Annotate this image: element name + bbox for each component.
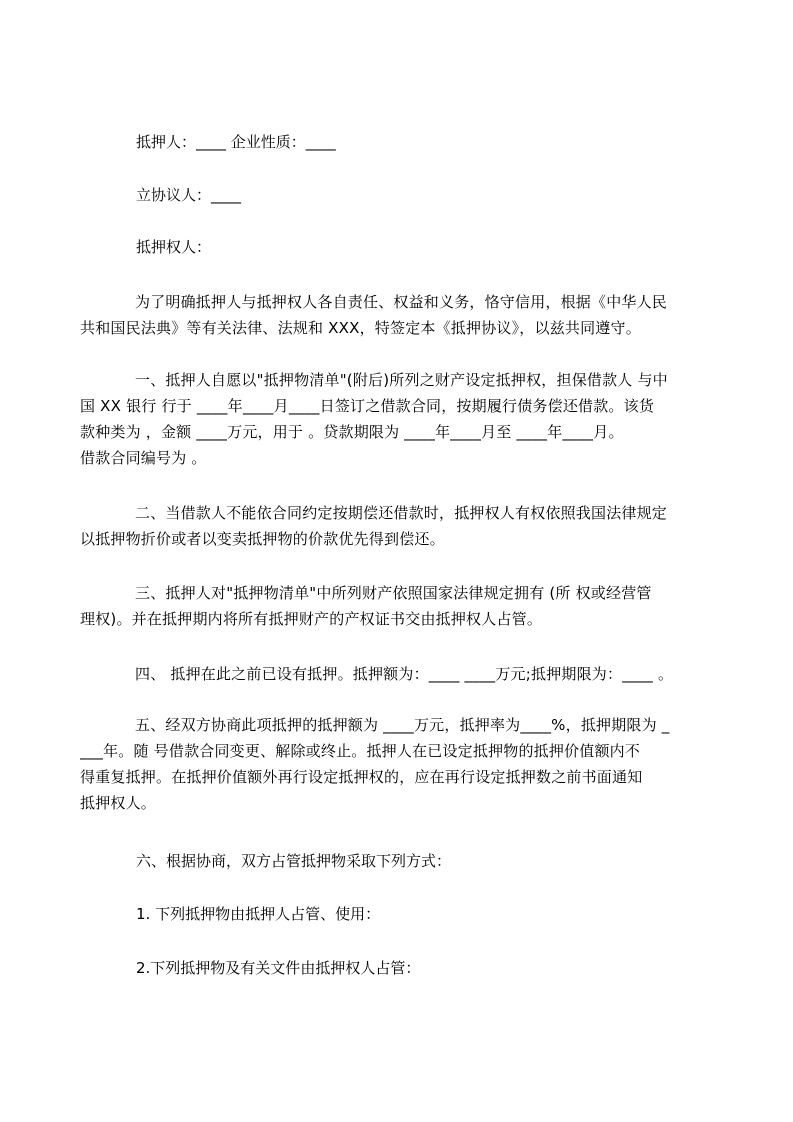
agreement-party-line: 立协议人：____ bbox=[136, 186, 242, 204]
clause-3-paragraph bbox=[80, 580, 710, 632]
clause-5-paragraph bbox=[80, 712, 710, 816]
clause-4-paragraph bbox=[80, 661, 710, 687]
clause-1-paragraph bbox=[80, 367, 710, 471]
intro-line-1: 为了明确抵押人与抵押权人各自责任、权益和义务，恪守信用，根据《中华人民 bbox=[135, 293, 668, 311]
clause-1-line-1: 一、抵押人自愿以"抵押物清单"(附后)所列之财产设定抵押权，担保借款人 与中 bbox=[135, 371, 668, 389]
clause-5-line-3: 得重复抵押。在抵押价值额外再行设定抵押权的，应在再行设定抵押数之前书面通知 bbox=[80, 768, 643, 786]
clause-3-line-1: 三、抵押人对"抵押物清单"中所列财产依照国家法律规定拥有 (所 权或经营管 bbox=[135, 584, 652, 602]
clause-3-line-2: 理权)。并在抵押期内将所有抵押财产的产权证书交由抵押权人占管。 bbox=[80, 610, 543, 628]
clause-2-line-1: 二、当借款人不能依合同约定按期偿还借款时，抵押权人有权依照我国法律规定 bbox=[135, 504, 668, 522]
intro-paragraph bbox=[80, 289, 710, 341]
clause-1-line-3: 款种类为 ，金额 ____万元，用于 。贷款期限为 ____年____月至 ____年____月。 bbox=[80, 423, 624, 441]
clause-5-line-4: 抵押权人。 bbox=[80, 794, 157, 812]
clause-1-line-2: 国 XX 银行 行于 ____年____月____日签订之借款合同，按期履行债务偿还借款。该货 bbox=[80, 397, 655, 415]
intro-line-2: 共和国民法典》等有关法律、法规和 XXX，特签定本《抵押协议》，以兹共同遵守。 bbox=[80, 319, 641, 337]
item-1-line: 1. 下列抵押物由抵押人占管、使用： bbox=[136, 905, 381, 923]
clause-1-line-4: 借款合同编号为 。 bbox=[80, 449, 207, 467]
mortgagor-line: 抵押人：____ 企业性质：____ bbox=[136, 133, 336, 151]
item-2-line: 2.下列抵押物及有关文件由抵押权人占管： bbox=[136, 959, 421, 977]
clause-4-line-1: 四、 抵押在此之前已设有抵押。抵押额为：____ ____万元;抵押期限为：____ 。 bbox=[135, 665, 674, 683]
mortgagee-line: 抵押权人： bbox=[136, 238, 212, 256]
clause-2-paragraph bbox=[80, 500, 710, 552]
clause-6-line: 六、根据协商，双方占管抵押物采取下列方式： bbox=[136, 852, 452, 870]
clause-2-line-2: 以抵押物折价或者以变卖抵押物的价款优先得到偿还。 bbox=[80, 530, 445, 548]
clause-5-line-1: 五、经双方协商此项抵押的抵押额为 ____万元，抵押率为____%，抵押期限为 _ bbox=[135, 716, 670, 734]
clause-5-line-2: ___年。随 号借款合同变更、解除或终止。抵押人在已设定抵押物的抵押价值额内不 bbox=[80, 742, 641, 760]
